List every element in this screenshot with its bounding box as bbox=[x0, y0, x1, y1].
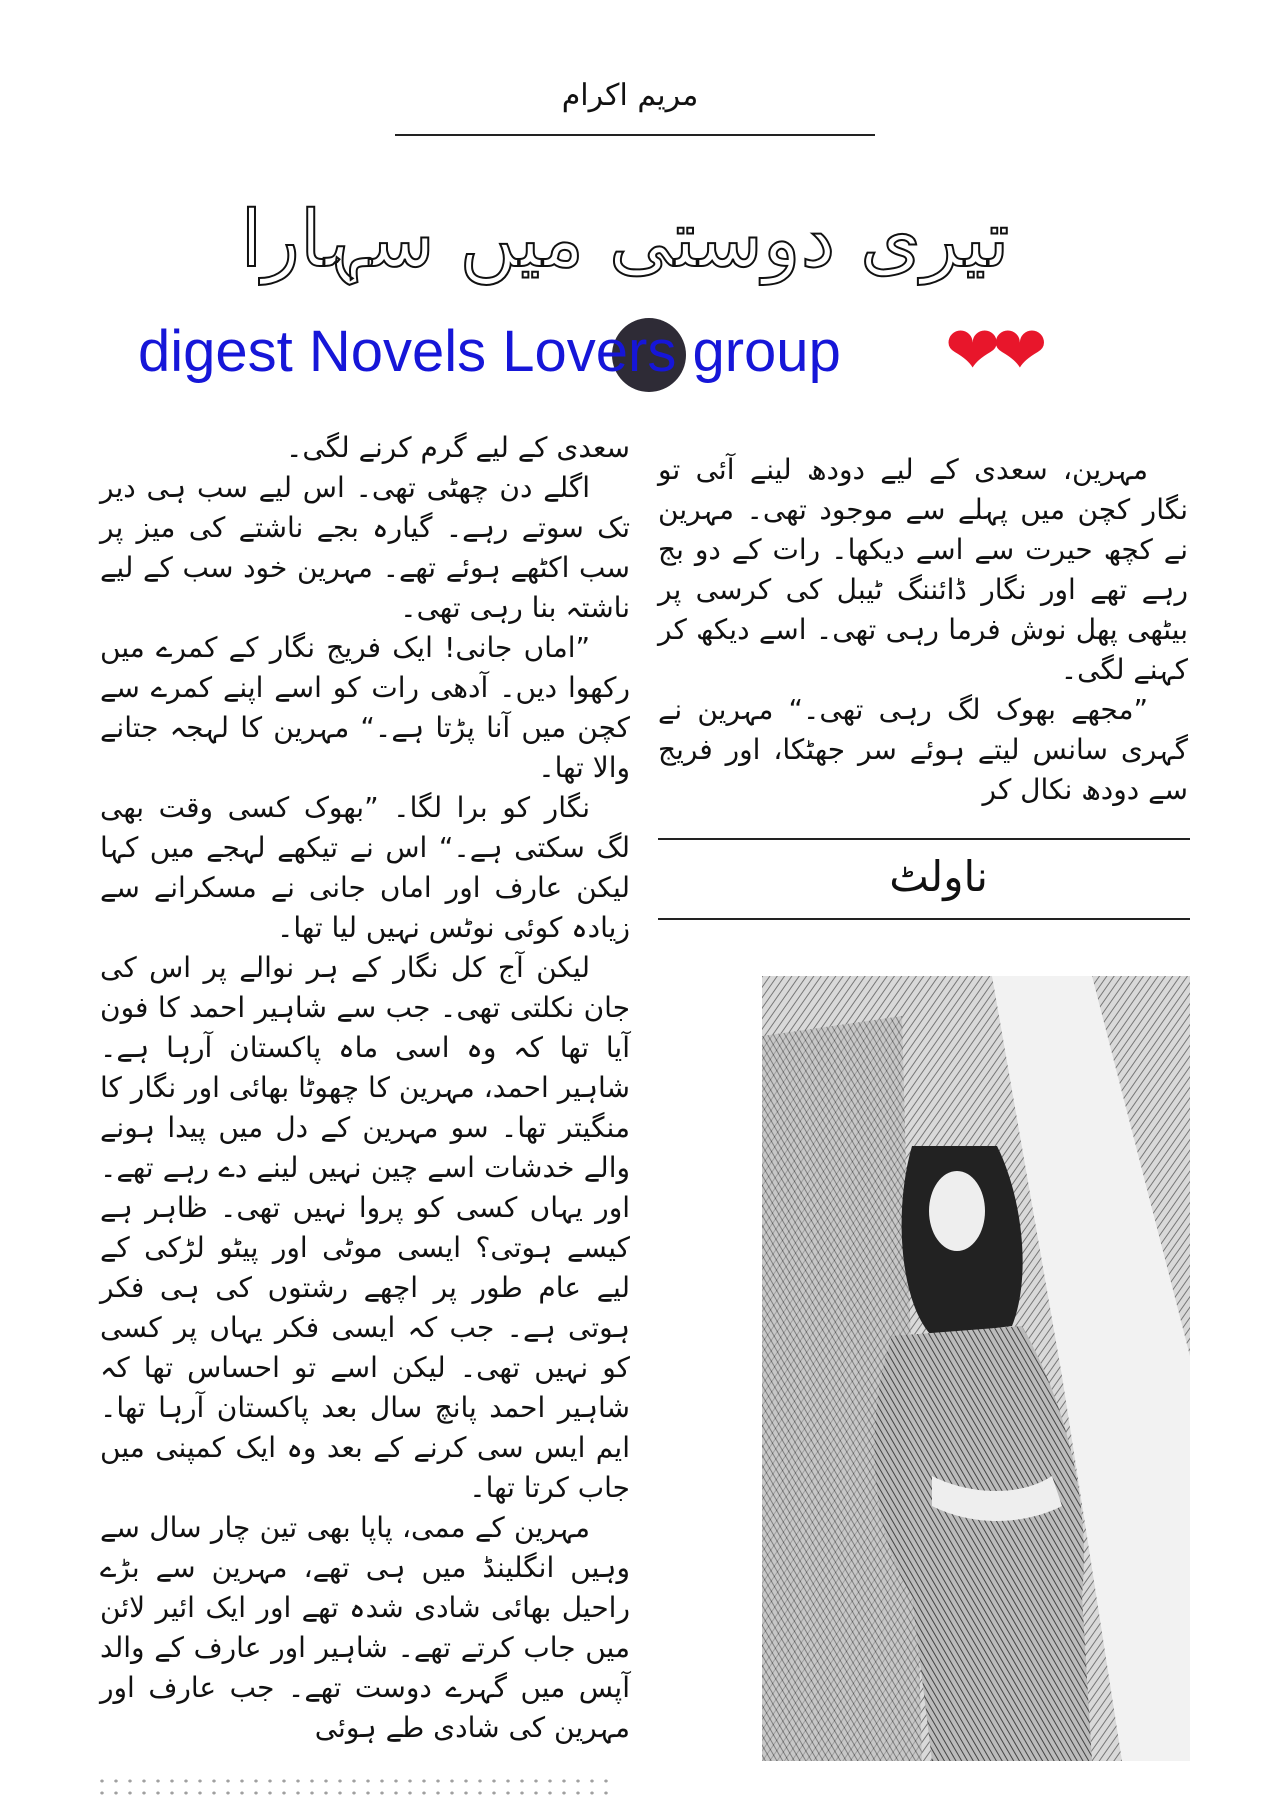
divider bbox=[658, 838, 1190, 840]
decorative-dot-pattern bbox=[95, 1775, 615, 1797]
paragraph: ”مجھے بھوک لگ رہی تھی۔“ مہرین نے گہری سانس لیتے ہوئے سر جھٹکا، اور فریج سے دودھ نکال کر bbox=[658, 693, 1188, 806]
story-title-logo bbox=[240, 170, 1010, 310]
text-column-right bbox=[658, 450, 1188, 810]
section-label: ناولٹ bbox=[889, 852, 988, 901]
paragraph: اگلے دن چھٹی تھی۔ اس لیے سب ہی دیر تک سوتے رہے۔ گیارہ بجے ناشتے کی میز پر سب اکٹھے ہوئے تھے۔ مہرین خود سب کے لیے ناشتہ بنا رہی تھی۔ bbox=[100, 471, 630, 624]
author-name: مریم اکرام bbox=[561, 78, 699, 113]
paragraph: لیکن آج کل نگار کے ہر نوالے پر اس کی جان نکلتی تھی۔ جب سے شاہیر احمد کا فون آیا تھا کہ وہ اسی ماہ پاکستان آرہا ہے۔ شاہیر احمد، مہرین کا چھوٹا بھائی اور نگار کا منگیتر تھا۔ سو مہرین کے دل میں پیدا ہونے والے خدشات اسے چین نہیں لینے دے رہے تھے۔ اور یہاں کسی کو پروا نہیں تھی۔ ظاہر ہے کیسے ہوتی؟ ایسی موٹی اور پیٹو لڑکی کے لیے عام طور پر اچھے رشتوں کی ہی فکر ہوتی ہے۔ جب کہ ایسی فکر یہاں پر کسی کو نہیں تھی۔ لیکن اسے تو احساس تھا کہ شاہیر احمد پانچ سال بعد پاکستان آرہا تھا۔ ایم ایس سی کرنے کے بعد وہ ایک کمپنی میں جاب کرتا تھا۔ bbox=[100, 951, 630, 1504]
paragraph: مہرین کے ممی، پاپا بھی تین چار سال سے وہیں انگلینڈ میں ہی تھے، مہرین سے بڑے راحیل بھائی شادی شدہ تھے اور ایک ائیر لائن میں جاب کرتے تھے۔ شاہیر اور عارف کے والد آپس میں گہرے دوست تھے۔ جب عارف اور مہرین کی شادی طے ہوئی bbox=[100, 1511, 630, 1744]
paragraph: نگار کو برا لگا۔ ”بھوک کسی وقت بھی لگ سکتی ہے۔“ اس نے تیکھے لہجے میں کہا لیکن عارف اور اماں جانی نے مسکرانے سے زیادہ کوئی نوٹس نہیں لیا تھا۔ bbox=[100, 791, 630, 944]
divider bbox=[395, 134, 875, 136]
heart-icon: ❤❤ bbox=[945, 312, 1040, 389]
paragraph: ”اماں جانی! ایک فریج نگار کے کمرے میں رکھوا دیں۔ آدھی رات کو اسے اپنے کمرے سے کچن میں آنا پڑتا ہے۔“ مہرین کا لہجہ جتانے والا تھا۔ bbox=[100, 631, 630, 784]
paragraph: مہرین، سعدی کے لیے دودھ لینے آئی تو نگار کچن میں پہلے سے موجود تھی۔ مہرین نے کچھ حیرت سے اسے دیکھا۔ رات کے دو بج رہے تھے اور نگار ڈائننگ ٹیبل کی کرسی پر بیٹھی پھل نوش فرما رہی تھی۔ اسے دیکھ کر کہنے لگی۔ bbox=[658, 453, 1188, 686]
paragraph: سعدی کے لیے گرم کرنے لگی۔ bbox=[285, 431, 630, 464]
text-column-left bbox=[100, 428, 630, 1748]
watermark-text: digest Novels Lovers group bbox=[138, 319, 841, 384]
story-title: تیری دوستی میں سہارا bbox=[240, 195, 1010, 285]
divider bbox=[658, 918, 1190, 920]
illustration-woman-sitting bbox=[762, 976, 1190, 1761]
